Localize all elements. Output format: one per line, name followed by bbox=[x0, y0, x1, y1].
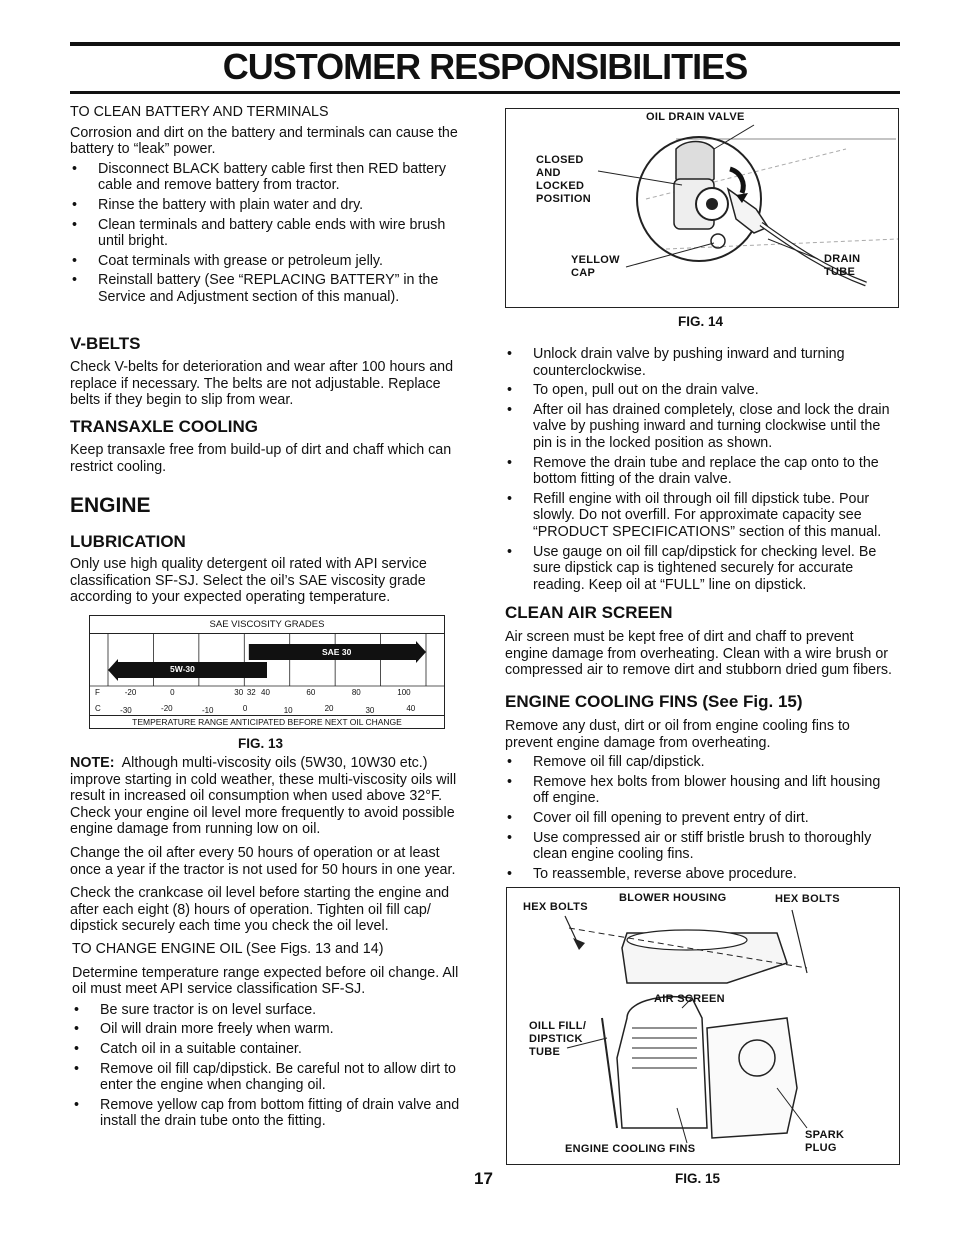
label-blower-housing: BLOWER HOUSING bbox=[619, 892, 727, 904]
list-item: • Be sure tractor is on level surface. bbox=[72, 1002, 466, 1019]
f-tick-label: 40 bbox=[261, 688, 270, 697]
label-spark-plug: SPARK PLUG bbox=[805, 1129, 845, 1154]
c-tick-label: 20 bbox=[324, 704, 334, 713]
label-hex-bolts-right: HEX BOLTS bbox=[775, 893, 840, 905]
list-item: • Remove oil fill cap/dipstick. Be careful not to allow dirt to enter the engine when changing oil. bbox=[72, 1061, 466, 1094]
battery-section bbox=[70, 104, 464, 306]
change-text: Change the oil after every 50 hours of operation or at least once a year if the tractor is not used for 50 hours in one year. bbox=[70, 844, 456, 878]
cooling-intro: Remove any dust, dirt or oil from engine cooling fins to prevent engine damage from overheating. bbox=[505, 718, 850, 751]
label-cooling-fins: ENGINE COOLING FINS bbox=[565, 1143, 696, 1155]
f-tick-label: 60 bbox=[306, 688, 316, 697]
page-number: 17 bbox=[474, 1169, 493, 1188]
list-item: • Disconnect BLACK battery cable first then RED battery cable and remove battery from tractor. bbox=[70, 161, 464, 194]
note-text: Although multi-viscosity oils (5W30, 10W30 etc.) improve starting in cold weather, these multi-viscosity oils will result in increased oil consumption when used above 32°F. Check your engine oil level more frequently to avoid possible engine damage from running low on oil. bbox=[70, 755, 457, 838]
list-item: • After oil has drained completely, close and lock the drain valve by pushing inward and turning clockwise until the pin is in the locked position as shown. bbox=[505, 402, 899, 452]
list-item: • Unlock drain valve by pushing inward and turning counterclockwise. bbox=[505, 346, 899, 379]
list-item: • Rinse the battery with plain water and dry. bbox=[70, 197, 464, 214]
drain-section bbox=[505, 346, 899, 593]
air-screen-text: Air screen must be kept free of dirt and chaff to prevent engine damage from overheating. Clean with a wire brush or compressed air to remove dirt and stubborn dried gum fibers. bbox=[505, 629, 892, 679]
lubrication-heading: LUBRICATION bbox=[70, 532, 186, 551]
fig13-caption: FIG. 13 bbox=[238, 736, 284, 751]
chart-bar-label-sae30: SAE 30 bbox=[322, 647, 352, 657]
vbelts-text: Check V-belts for deterioration and wear after 100 hours and replace if necessary. The belts are not adjustable. Replace belts if they begin to slip from wear. bbox=[70, 359, 454, 409]
transaxle-section bbox=[70, 417, 464, 475]
c-tick-label: -10 bbox=[201, 706, 214, 715]
vbelts-section bbox=[70, 334, 464, 409]
note-paragraph bbox=[70, 755, 464, 838]
c-tick-label: 0 bbox=[242, 704, 248, 713]
air-screen-section bbox=[505, 603, 899, 679]
lubrication-text: Only use high quality detergent oil rated with API service classification SF-SJ. Select the oil’s SAE viscosity grade according to your expected operating temperature. bbox=[70, 556, 427, 606]
battery-heading: TO CLEAN BATTERY AND TERMINALS bbox=[70, 104, 329, 120]
fig14-caption: FIG. 14 bbox=[678, 314, 724, 329]
c-tick-label: 40 bbox=[406, 704, 416, 713]
list-item: • Refill engine with oil through oil fill dipstick tube. Pour slowly. Do not overfill. For approximate capacity see “PRODUCT SPECIFICATIONS” section of this manual. bbox=[505, 491, 899, 541]
fig15-box bbox=[506, 887, 900, 1165]
list-item: • Remove yellow cap from bottom fitting of drain valve and install the drain tube onto the fitting. bbox=[72, 1097, 466, 1130]
c-tick-label: 10 bbox=[283, 706, 293, 715]
engine-heading: ENGINE bbox=[70, 494, 151, 517]
list-item: • Use compressed air or stiff bristle brush to thoroughly clean engine cooling fins. bbox=[505, 830, 899, 863]
fig14-box bbox=[505, 108, 899, 308]
label-closed-locked: CLOSED AND LOCKED POSITION bbox=[536, 154, 591, 205]
list-item: • Oil will drain more freely when warm. bbox=[72, 1021, 466, 1038]
air-screen-heading: CLEAN AIR SCREEN bbox=[505, 603, 673, 622]
label-drain-tube: DRAIN TUBE bbox=[824, 253, 861, 278]
drain-list bbox=[505, 346, 899, 593]
label-oil-fill-tube: OILL FILL/ DIPSTICK TUBE bbox=[529, 1020, 587, 1058]
c-tick-label: -20 bbox=[161, 704, 173, 713]
f-tick-label: 32 bbox=[246, 688, 256, 697]
cooling-heading: ENGINE COOLING FINS (See Fig. 15) bbox=[505, 692, 803, 711]
label-air-screen: AIR SCREEN bbox=[654, 993, 725, 1005]
list-item: • Reinstall battery (See “REPLACING BATTERY” in the Service and Adjustment section of this manual). bbox=[70, 272, 464, 305]
label-oil-drain-valve: OIL DRAIN VALVE bbox=[646, 111, 745, 123]
transaxle-heading: TRANSAXLE COOLING bbox=[70, 417, 258, 436]
chart-xlabel: TEMPERATURE RANGE ANTICIPATED BEFORE NEXT OIL CHANGE bbox=[90, 715, 444, 728]
check-text: Check the crankcase oil level before starting the engine and after each eight (8) hours of operation. Tighten oil fill cap/ dipstick securely each time you check the oil level. bbox=[70, 885, 450, 935]
list-item: • Cover oil fill opening to prevent entry of dirt. bbox=[505, 810, 899, 827]
list-item: • Remove the drain tube and replace the cap onto to the bottom fitting of the drain valve. bbox=[505, 455, 899, 488]
fig15-caption: FIG. 15 bbox=[675, 1171, 721, 1186]
title-rule bbox=[70, 91, 900, 94]
list-item: • Catch oil in a suitable container. bbox=[72, 1041, 466, 1058]
list-item: • Remove oil fill cap/dipstick. bbox=[505, 754, 899, 771]
chart-bars bbox=[108, 641, 426, 681]
chart-bar-label-5w30: 5W-30 bbox=[170, 664, 195, 674]
list-item: • To open, pull out on the drain valve. bbox=[505, 382, 899, 399]
f-tick-label: 0 bbox=[170, 688, 175, 697]
transaxle-text: Keep transaxle free from build-up of dirt and chaff which can restrict cooling. bbox=[70, 442, 452, 475]
c-tick-label: 30 bbox=[365, 706, 375, 715]
list-item: • Coat terminals with grease or petroleum jelly. bbox=[70, 253, 464, 270]
f-tick-label: -20 bbox=[124, 688, 137, 697]
cooling-list bbox=[505, 754, 899, 882]
chart-svg bbox=[90, 616, 444, 728]
list-item: • To reassemble, reverse above procedure. bbox=[505, 866, 899, 883]
change-intro: Determine temperature range expected before oil change. All oil must meet API service classification SF-SJ. bbox=[72, 964, 459, 998]
list-item: • Clean terminals and battery cable ends with wire brush until bright. bbox=[70, 217, 464, 250]
f-tick-label: 80 bbox=[351, 688, 361, 697]
f-tick-label: 100 bbox=[397, 688, 411, 697]
battery-list bbox=[70, 161, 464, 306]
f-tick-label: 30 bbox=[234, 688, 244, 697]
c-tick-label: -30 bbox=[120, 706, 132, 715]
battery-intro: Corrosion and dirt on the battery and terminals can cause the battery to “leak” power. bbox=[70, 124, 458, 158]
change-oil-section bbox=[72, 941, 466, 1130]
f-axis-label: F bbox=[95, 688, 100, 697]
c-axis-label: C bbox=[95, 704, 101, 713]
page-title: CUSTOMER RESPONSIBILITIES bbox=[222, 46, 748, 87]
label-hex-bolts-left: HEX BOLTS bbox=[523, 901, 588, 913]
change-heading: TO CHANGE ENGINE OIL (See Figs. 13 and 14) bbox=[72, 941, 384, 957]
engine-section bbox=[70, 494, 464, 606]
viscosity-chart bbox=[89, 615, 445, 729]
note-label: NOTE: bbox=[70, 755, 115, 771]
list-item: • Use gauge on oil fill cap/dipstick for checking level. Be sure dipstick cap is tightened securely for accurate reading. Keep oil at “FULL” line on dipstick. bbox=[505, 544, 899, 594]
cooling-section bbox=[505, 692, 899, 882]
chart-title: SAE VISCOSITY GRADES bbox=[90, 616, 444, 634]
oil-notes-section bbox=[70, 755, 464, 935]
change-list bbox=[72, 1002, 466, 1130]
vbelts-heading: V-BELTS bbox=[70, 334, 141, 353]
list-item: • Remove hex bolts from blower housing and lift housing off engine. bbox=[505, 774, 899, 807]
label-yellow-cap: YELLOW CAP bbox=[571, 254, 620, 279]
